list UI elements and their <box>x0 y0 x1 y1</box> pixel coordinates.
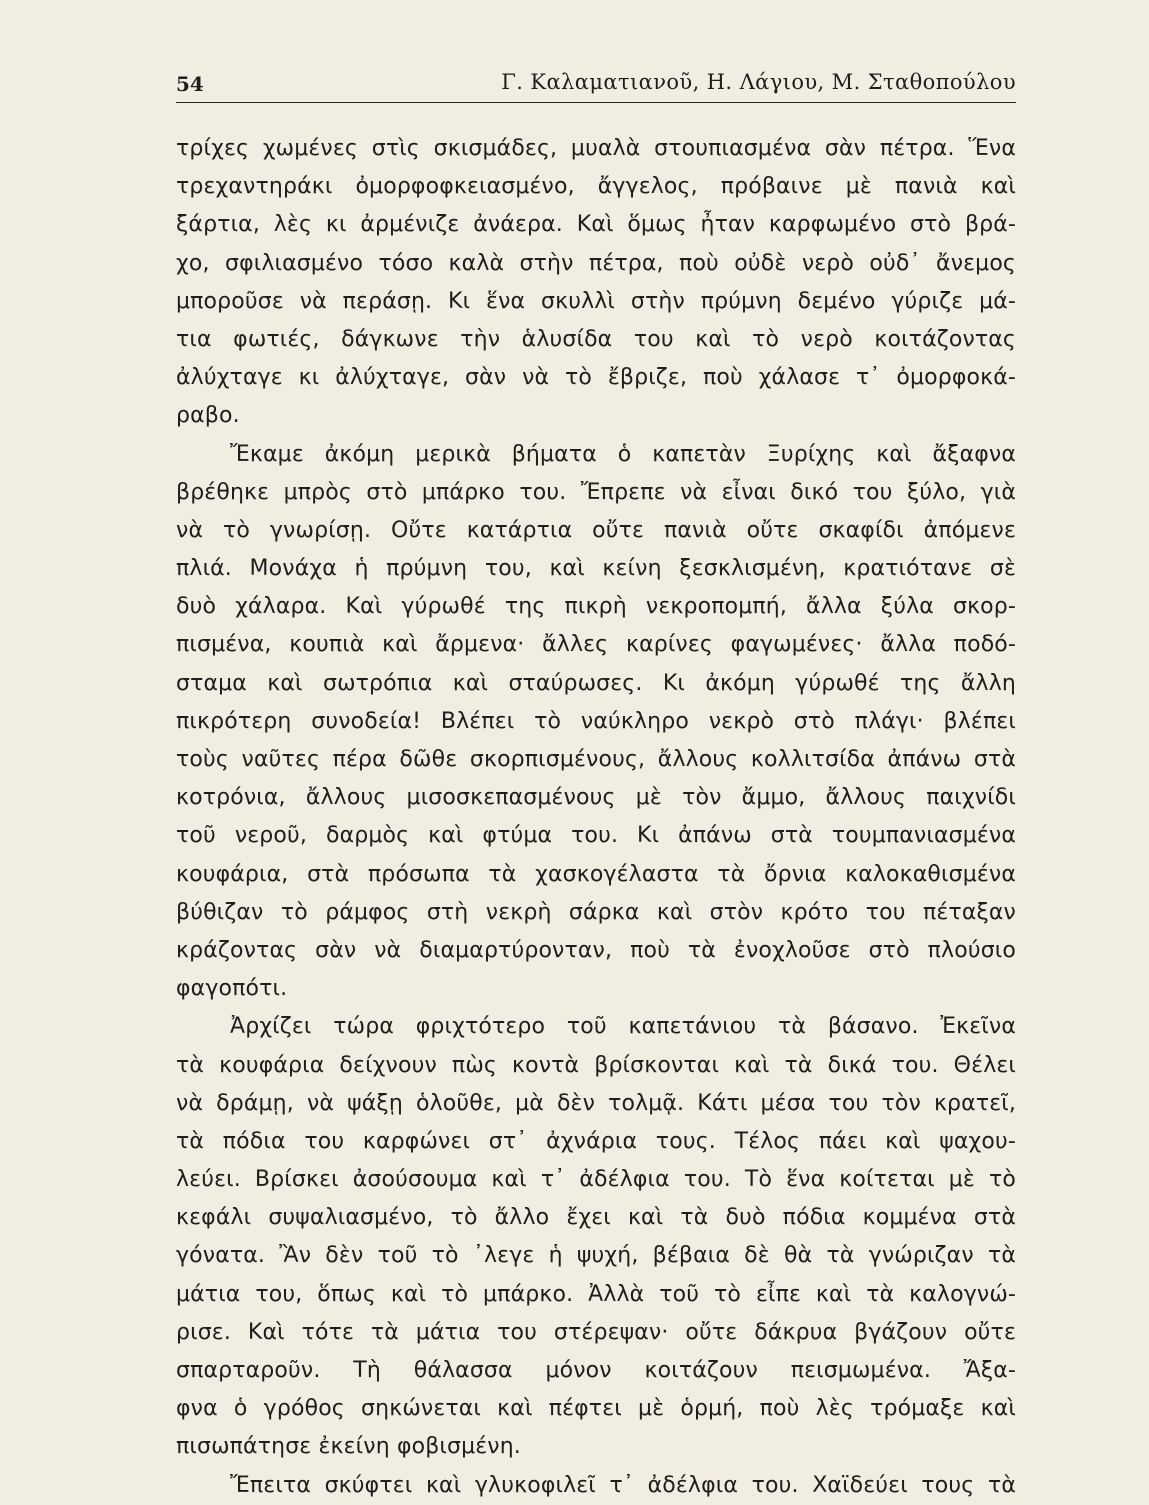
text-line: ρισε. Καὶ τότε τὰ μάτια του στέρεψαν· οὔτε δάκρυα βγάζουν οὔτε <box>176 1319 1016 1345</box>
text-line: τρίχες χωμένες στὶς σκισμάδες, μυαλὰ στουπιασμένα σὰν πέτρα. Ἕνα <box>176 136 1016 161</box>
text-line: σπαρταροῦν. Τὴ θάλασσα μόνον κοιτάζουν πεισμωμένα. Ἄξα- <box>176 1358 1016 1383</box>
text-line: τια φωτιές, δάγκωνε τὴν ἁλυσίδα του καὶ τὸ νερὸ κοιτάζοντας <box>176 326 1016 352</box>
text-line: τοῦ νεροῦ, δαρμὸς καὶ φτύμα του. Κι ἀπάνω στὰ τουμπανιασμένα <box>176 823 1016 849</box>
text-line: μάτια του, ὅπως καὶ τὸ μπάρκο. Ἀλλὰ τοῦ τὸ εἶπε καὶ τὰ καλογνώ- <box>176 1281 1016 1307</box>
text-line: νὰ τὸ γνωρίσῃ. Οὔτε κατάρτια οὔτε πανιὰ οὔτε σκαφίδι ἀπόμενε <box>176 517 1016 543</box>
running-head-authors: Γ. Καλαματιανοῦ, Η. Λάγιου, Μ. Σταθοπούλου <box>501 70 1016 94</box>
text-line: χο, σφιλιασμένο τόσο καλὰ στὴν πέτρα, ποὺ οὐδὲ νερὸ οὐδ᾽ ἄνεμος <box>176 250 1016 276</box>
text-line: κοτρόνια, ἄλλους μισοσκεπασμένους μὲ τὸν ἄμμο, ἄλλους παιχνίδι <box>176 785 1016 811</box>
text-line: τοὺς ναῦτες πέρα δῶθε σκορπισμένους, ἄλλους κολλιτσίδα ἀπάνω στὰ <box>176 747 1016 772</box>
text-line: τρεχαντηράκι ὀμορφοφκειασμένο, ἄγγελος, πρόβαινε μὲ πανιὰ καὶ <box>176 174 1016 200</box>
text-line: φαγοπότι. <box>176 976 288 1002</box>
text-line: βύθιζαν τὸ ράμφος στὴ νεκρὴ σάρκα καὶ στὸν κρότο του πέταξαν <box>176 899 1016 925</box>
text-line: σταμα καὶ σωτρόπια καὶ σταύρωσες. Κι ἀκόμη γύρωθέ της ἄλλη <box>176 670 1016 696</box>
text-line: φνα ὁ γρόθος σηκώνεται καὶ πέφτει μὲ ὁρμή, ποὺ λὲς τρόμαξε καὶ <box>176 1396 1016 1422</box>
text-line: πικρότερη συνοδεία! Βλέπει τὸ ναύκληρο νεκρὸ στὸ πλάγι· βλέπει <box>176 708 1016 734</box>
page-number: 54 <box>176 72 204 96</box>
text-line: πλιά. Μονάχα ἡ πρύμνη του, καὶ κείνη ξεσκλισμένη, κρατιότανε σὲ <box>176 556 1016 582</box>
text-line: μποροῦσε νὰ περάσῃ. Κι ἕνα σκυλλὶ στὴν πρύμνη δεμένο γύριζε μά- <box>176 288 1016 314</box>
text-line: κουφάρια, στὰ πρόσωπα τὰ χασκογέλαστα τὰ ὄρνια καλοκαθισμένα <box>176 861 1016 887</box>
page-header <box>176 62 1016 103</box>
paragraph-start-line: Ἔπειτα σκύφτει καὶ γλυκοφιλεῖ τ᾽ ἀδέλφια του. Χαϊδεύει τους τὰ <box>230 1472 1016 1498</box>
paragraph-start-line: Ἀρχίζει τώρα φριχτότερο τοῦ καπετάνιου τὰ βάσανο. Ἐκεῖνα <box>230 1014 1016 1040</box>
text-line: πισωπάτησε ἐκείνη φοβισμένη. <box>176 1434 521 1460</box>
text-line: ξάρτια, λὲς κι ἀρμένιζε ἀνάερα. Καὶ ὅμως ἦταν καρφωμένο στὸ βρά- <box>176 212 1016 238</box>
text-line: ἀλύχταγε κι ἀλύχταγε, σὰν νὰ τὸ ἔβριζε, ποὺ χάλασε τ᾽ ὀμορφοκά- <box>176 365 1016 391</box>
body-text <box>176 130 1016 1505</box>
text-line: τὰ πόδια του καρφώνει στ᾽ ἀχνάρια τους. Τέλος πάει καὶ ψαχου- <box>176 1128 1016 1154</box>
text-line: πισμένα, κουπιὰ καὶ ἄρμενα· ἄλλες καρίνες φαγωμένες· ἄλλα ποδό- <box>176 632 1016 658</box>
text-line: τὰ κουφάρια δείχνουν πὼς κοντὰ βρίσκονται καὶ τὰ δικά του. Θέλει <box>176 1052 1016 1078</box>
text-line: κεφάλι συψαλιασμένο, τὸ ἄλλο ἔχει καὶ τὰ δυὸ πόδια κομμένα στὰ <box>176 1205 1016 1231</box>
text-line: νὰ δράμῃ, νὰ ψάξῃ ὁλοῦθε, μὰ δὲν τολμᾷ. Κάτι μέσα του τὸν κρατεῖ, <box>176 1090 1016 1116</box>
text-line: λεύει. Βρίσκει ἀσούσουμα καὶ τ᾽ ἀδέλφια του. Τὸ ἕνα κοίτεται μὲ τὸ <box>176 1167 1016 1193</box>
paragraph-start-line: Ἔκαμε ἀκόμη μερικὰ βήματα ὁ καπετὰν Ξυρίχης καὶ ἄξαφνα <box>230 441 1016 467</box>
text-line: βρέθηκε μπρὸς στὸ μπάρκο του. Ἔπρεπε νὰ εἶναι δικό του ξύλο, γιὰ <box>176 479 1016 505</box>
text-line: ραβο. <box>176 403 240 429</box>
text-line: δυὸ χάλαρα. Καὶ γύρωθέ της πικρὴ νεκροπομπή, ἄλλα ξύλα σκορ- <box>176 594 1016 620</box>
text-line: γόνατα. Ἂν δὲν τοῦ τὸ ᾽λεγε ἡ ψυχή, βέβαια δὲ θὰ τὰ γνώριζαν τὰ <box>176 1243 1016 1269</box>
text-line: κράζοντας σὰν νὰ διαμαρτύρονταν, ποὺ τὰ ἐνοχλοῦσε στὸ πλούσιο <box>176 937 1016 963</box>
